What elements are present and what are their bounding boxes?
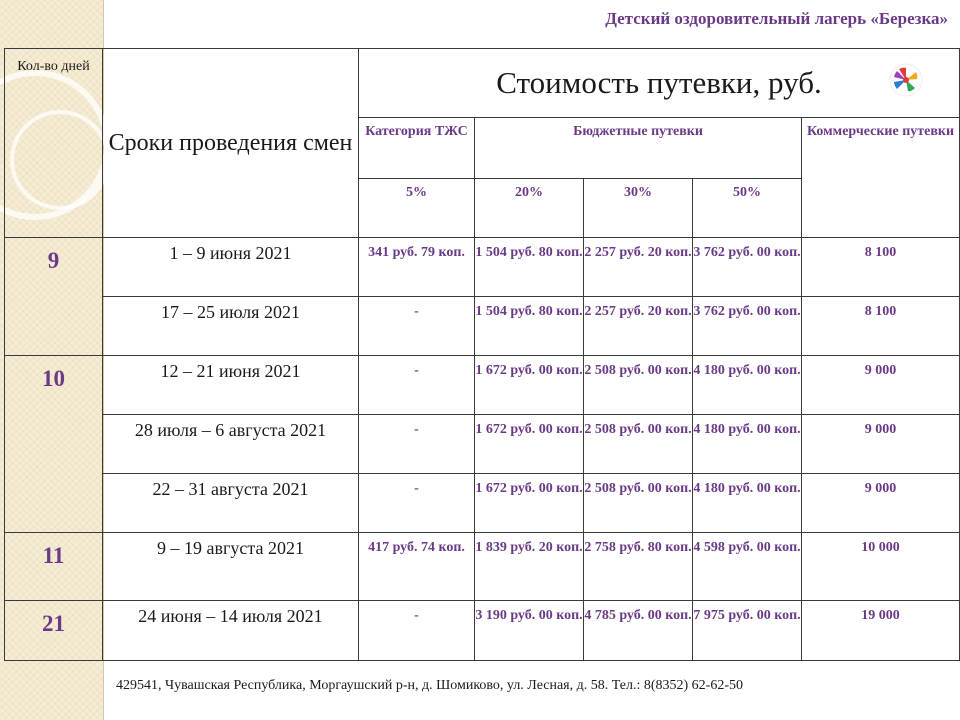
period-cell: 12 – 21 июня 2021	[103, 356, 359, 415]
pct-20: 20%	[475, 179, 584, 238]
days-cell: 10	[5, 356, 103, 533]
header-cat-tzhs: Категория ТЖС	[359, 118, 475, 179]
price-commercial: 9 000	[802, 356, 960, 415]
table-row	[5, 533, 960, 601]
period-cell: 17 – 25 июля 2021	[103, 297, 359, 356]
price-50: 4 180 руб. 00 коп.	[693, 474, 802, 533]
price-5: -	[359, 297, 475, 356]
table-row	[5, 601, 960, 661]
days-cell: 21	[5, 601, 103, 661]
header-period: Сроки проведения смен	[103, 49, 359, 238]
price-20: 1 504 руб. 80 коп.	[475, 297, 584, 356]
page-title: Детский оздоровительный лагерь «Березка»	[605, 9, 948, 28]
pct-50: 50%	[693, 179, 802, 238]
table-row	[5, 474, 960, 533]
price-50: 3 762 руб. 00 коп.	[693, 297, 802, 356]
pct-30: 30%	[584, 179, 693, 238]
days-cell: 11	[5, 533, 103, 601]
price-30: 2 257 руб. 20 коп.	[584, 297, 693, 356]
period-cell: 9 – 19 августа 2021	[103, 533, 359, 601]
price-commercial: 8 100	[802, 297, 960, 356]
price-commercial: 8 100	[802, 238, 960, 297]
price-30: 2 508 руб. 00 коп.	[584, 356, 693, 415]
period-cell: 1 – 9 июня 2021	[103, 238, 359, 297]
period-cell: 28 июля – 6 августа 2021	[103, 415, 359, 474]
price-20: 1 504 руб. 80 коп.	[475, 238, 584, 297]
price-50: 3 762 руб. 00 коп.	[693, 238, 802, 297]
price-30: 2 508 руб. 00 коп.	[584, 474, 693, 533]
price-5: -	[359, 415, 475, 474]
table-row	[5, 356, 960, 415]
price-20: 3 190 руб. 00 коп.	[475, 601, 584, 661]
camp-logo-icon	[889, 63, 923, 97]
period-cell: 22 – 31 августа 2021	[103, 474, 359, 533]
price-50: 4 598 руб. 00 коп.	[693, 533, 802, 601]
price-20: 1 839 руб. 20 коп.	[475, 533, 584, 601]
header-cost	[359, 49, 960, 118]
period-cell: 24 июня – 14 июля 2021	[103, 601, 359, 661]
price-table	[4, 48, 960, 661]
pct-5: 5%	[359, 179, 475, 238]
price-5: -	[359, 601, 475, 661]
days-cell: 9	[5, 238, 103, 356]
price-20: 1 672 руб. 00 коп.	[475, 356, 584, 415]
table-row	[5, 297, 960, 356]
price-30: 2 758 руб. 80 коп.	[584, 533, 693, 601]
price-commercial: 9 000	[802, 474, 960, 533]
price-5: 341 руб. 79 коп.	[359, 238, 475, 297]
price-50: 4 180 руб. 00 коп.	[693, 415, 802, 474]
header-budget: Бюджетные путевки	[475, 118, 802, 179]
price-5: 417 руб. 74 коп.	[359, 533, 475, 601]
header-commercial: Коммерческие путевки	[802, 118, 960, 238]
price-commercial: 19 000	[802, 601, 960, 661]
price-30: 2 257 руб. 20 коп.	[584, 238, 693, 297]
price-20: 1 672 руб. 00 коп.	[475, 474, 584, 533]
price-30: 4 785 руб. 00 коп.	[584, 601, 693, 661]
price-commercial: 10 000	[802, 533, 960, 601]
price-20: 1 672 руб. 00 коп.	[475, 415, 584, 474]
price-30: 2 508 руб. 00 коп.	[584, 415, 693, 474]
price-50: 4 180 руб. 00 коп.	[693, 356, 802, 415]
price-50: 7 975 руб. 00 коп.	[693, 601, 802, 661]
header-days: Кол-во дней	[5, 49, 103, 238]
price-5: -	[359, 356, 475, 415]
table-row	[5, 238, 960, 297]
table-row	[5, 415, 960, 474]
price-5: -	[359, 474, 475, 533]
price-commercial: 9 000	[802, 415, 960, 474]
header-cost-label: Стоимость путевки, руб.	[496, 65, 822, 100]
footer-address: 429541, Чувашская Республика, Моргаушский р-н, д. Шомиково, ул. Лесная, д. 58. Тел.: 8(8352) 62-62-50	[116, 678, 744, 693]
